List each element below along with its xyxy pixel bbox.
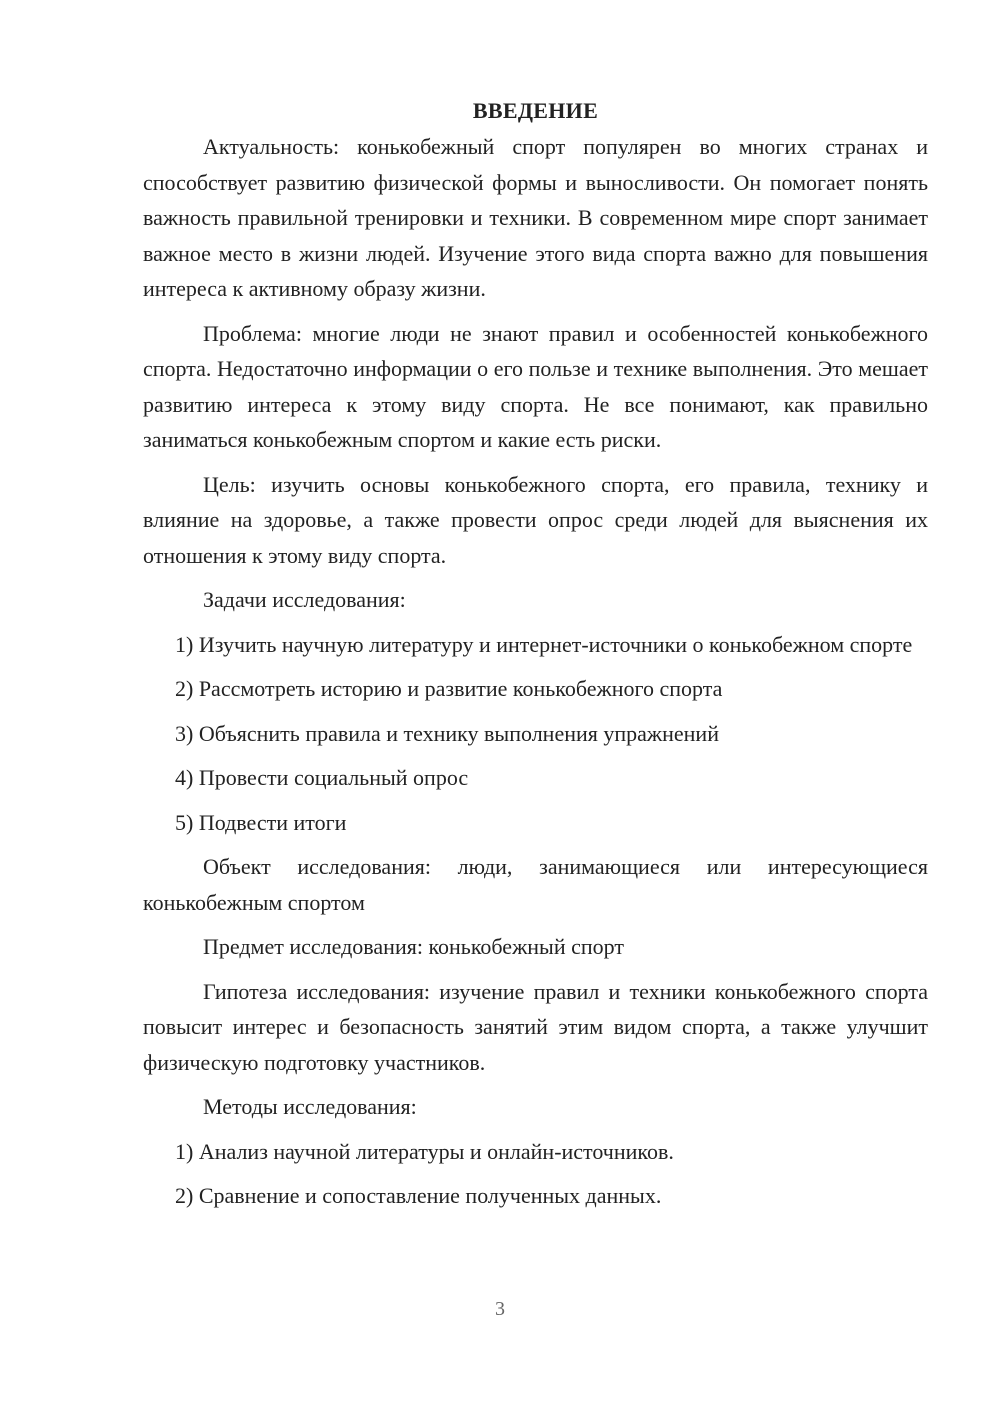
paragraph-tasks-heading: Задачи исследования:	[203, 587, 406, 612]
task-item: 1) Изучить научную литературу и интернет-источники о конькобежном спорте	[175, 631, 913, 657]
paragraph-subject: Предмет исследования: конькобежный спорт	[203, 934, 624, 959]
task-item: 2) Рассмотреть историю и развитие конькобежного спорта	[175, 676, 723, 701]
method-item: 1) Анализ научной литературы и онлайн-источников.	[175, 1138, 674, 1164]
task-item: 3) Объяснить правила и технику выполнения упражнений	[175, 720, 719, 746]
paragraph-relevance: Актуальность: конькобежный спорт популярен во многих странах и способствует развитию физической формы и выносливости. Он помогает понять важность правильной тренировки и техники. В современном мире спорт занимает важное место в жизни людей. Изучение этого вида спорта важно для повышения интереса к активному образу жизни.	[143, 134, 928, 301]
method-item: 2) Сравнение и сопоставление полученных данных.	[175, 1183, 662, 1208]
page-number: 3	[495, 1298, 505, 1320]
paragraph-problem: Проблема: многие люди не знают правил и особенностей конькобежного спорта. Недостаточно информации о его пользе и технике выполнения. Это мешает развитию интереса к этому виду спорта. Не все понимают, как правильно заниматься конькобежным спортом и какие есть риски.	[143, 320, 928, 452]
paragraph-hypothesis: Гипотеза исследования: изучение правил и техники конькобежного спорта повысит интерес и безопасность занятий этим видом спорта, а также улучшит физическую подготовку участников.	[143, 978, 928, 1075]
task-item: 5) Подвести итоги	[175, 809, 347, 835]
paragraph-object: Объект исследования: люди, занимающиеся или интересующиеся конькобежным спортом	[143, 854, 928, 915]
paragraph-methods-heading: Методы исследования:	[203, 1094, 417, 1119]
paragraph-goal: Цель: изучить основы конькобежного спорта, его правила, технику и влияние на здоровье, а также провести опрос среди людей для выяснения их отношения к этому виду спорта.	[143, 471, 928, 568]
page-title: ВВЕДЕНИЕ	[472, 98, 599, 123]
task-item: 4) Провести социальный опрос	[175, 765, 469, 790]
